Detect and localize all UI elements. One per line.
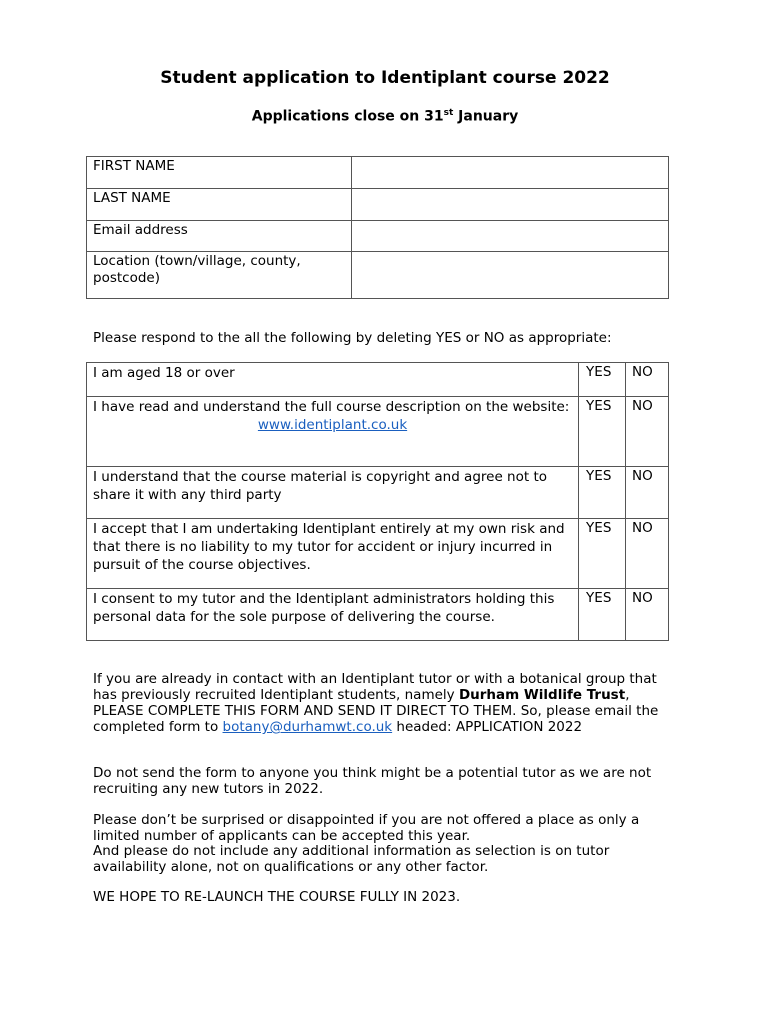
trust-name: Durham Wildlife Trust — [458, 687, 626, 703]
location-label: Location (town/village, county, postcode) — [87, 252, 352, 299]
table-row — [87, 467, 669, 519]
no-option[interactable]: NO — [626, 363, 669, 397]
contact-text-3: headed: APPLICATION 2022 — [392, 719, 583, 735]
statement-text: I have read and understand the full course description on the website: — [93, 399, 570, 415]
no-option[interactable]: NO — [626, 467, 669, 519]
statement-course-description — [87, 397, 579, 467]
website-link[interactable]: www.identiplant.co.uk — [257, 417, 408, 433]
email-label: Email address — [87, 221, 352, 252]
instructions-text: Please respond to the all the following by deleting YES or NO as appropriate: — [93, 330, 612, 346]
no-option[interactable]: NO — [626, 519, 669, 589]
location-field[interactable] — [352, 252, 669, 299]
statement-age: I am aged 18 or over — [87, 363, 579, 397]
statement-data-consent: I consent to my tutor and the Identiplant administrators holding this personal data for the sole purpose of delivering the course. — [87, 589, 579, 641]
page-title: Student application to Identiplant course 2022 — [160, 68, 610, 88]
relaunch-paragraph: WE HOPE TO RE-LAUNCH THE COURSE FULLY IN 2023. — [93, 889, 461, 905]
table-row — [87, 252, 669, 299]
table-row — [87, 189, 669, 221]
email-field[interactable] — [352, 221, 669, 252]
no-option[interactable]: NO — [626, 397, 669, 467]
table-row — [87, 397, 669, 467]
table-row — [87, 157, 669, 189]
email-link[interactable]: botany@durhamwt.co.uk — [222, 719, 393, 735]
first-name-field[interactable] — [352, 157, 669, 189]
table-row — [87, 221, 669, 252]
yes-option[interactable]: YES — [579, 467, 626, 519]
personal-details-table — [86, 156, 669, 299]
last-name-label: LAST NAME — [87, 189, 352, 221]
yes-option[interactable]: YES — [579, 363, 626, 397]
table-row — [87, 519, 669, 589]
deadline-text: Applications close on 31 — [251, 108, 444, 125]
yes-option[interactable]: YES — [579, 589, 626, 641]
table-row — [87, 589, 669, 641]
selection-paragraph-1: Please don’t be surprised or disappointed if you are not offered a place as only a limited number of applicants can be accepted this year. — [93, 812, 640, 844]
deadline-subtitle — [0, 108, 770, 125]
contact-text-1: If you are already in contact with an Identiplant tutor or with a botanical group that has previously recruited Identiplant students, namely — [93, 671, 657, 703]
table-row — [87, 363, 669, 397]
tutor-paragraph: Do not send the form to anyone you think might be a potential tutor as we are not recruiting any new tutors in 2022. — [93, 765, 652, 797]
contact-paragraph — [93, 671, 673, 735]
last-name-field[interactable] — [352, 189, 669, 221]
statement-copyright: I understand that the course material is copyright and agree not to share it with any third party — [87, 467, 579, 519]
yes-option[interactable]: YES — [579, 519, 626, 589]
yes-option[interactable]: YES — [579, 397, 626, 467]
selection-paragraph-2: And please do not include any additional information as selection is on tutor availability alone, not on qualifications or any other factor. — [93, 843, 610, 875]
deadline-month: January — [453, 108, 519, 125]
confirmation-table — [86, 362, 669, 641]
contact-text-2: , PLEASE COMPLETE THIS FORM AND SEND IT DIRECT TO THEM. So, please email the completed form to — [93, 687, 659, 735]
deadline-suffix: st — [443, 108, 454, 118]
first-name-label: FIRST NAME — [87, 157, 352, 189]
no-option[interactable]: NO — [626, 589, 669, 641]
statement-risk: I accept that I am undertaking Identiplant entirely at my own risk and that there is no liability to my tutor for accident or injury incurred in pursuit of the course objectives. — [87, 519, 579, 589]
